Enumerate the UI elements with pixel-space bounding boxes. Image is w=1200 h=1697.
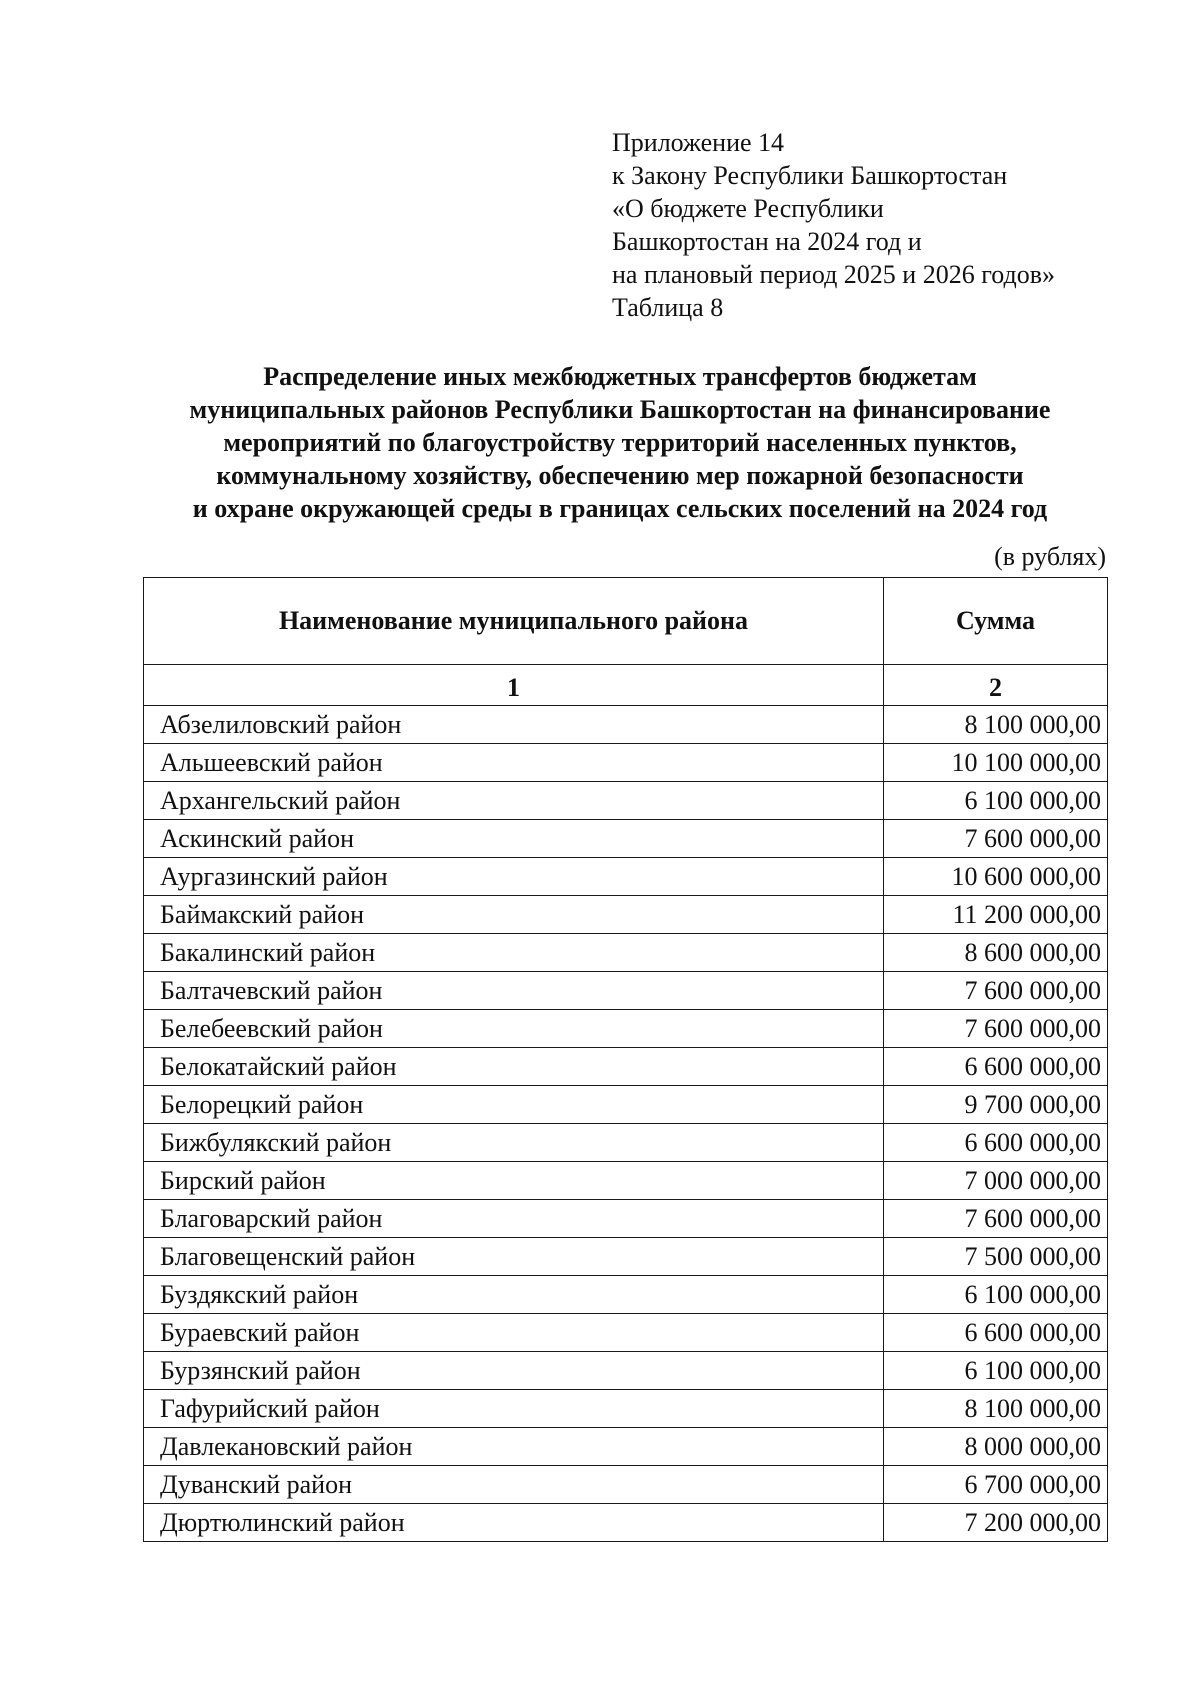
title-line: коммунальному хозяйству, обеспечению мер пожарной безопасности [216, 461, 1024, 490]
sum-cell: 6 600 000,00 [884, 1314, 1108, 1352]
district-name-cell: Белокатайский район [144, 1048, 884, 1086]
appendix-line: Башкортостан на 2024 год и [612, 227, 922, 256]
appendix-line: на плановый период 2025 и 2026 годов» [612, 260, 1055, 289]
column-number-1: 1 [144, 665, 884, 706]
title-line: Распределение иных межбюджетных трансфертов бюджетам [263, 362, 977, 391]
district-name-cell: Балтачевский район [144, 972, 884, 1010]
table-row [144, 1504, 1108, 1542]
district-name-cell: Бирский район [144, 1162, 884, 1200]
sum-cell: 7 600 000,00 [884, 1200, 1108, 1238]
table-row [144, 858, 1108, 896]
district-name-cell: Аургазинский район [144, 858, 884, 896]
distribution-table-wrapper [143, 577, 1107, 1542]
table-row [144, 896, 1108, 934]
sum-cell: 6 600 000,00 [884, 1124, 1108, 1162]
district-name-cell: Гафурийский район [144, 1390, 884, 1428]
district-name-cell: Благовещенский район [144, 1238, 884, 1276]
table-row [144, 972, 1108, 1010]
sum-cell: 6 100 000,00 [884, 1276, 1108, 1314]
sum-cell: 9 700 000,00 [884, 1086, 1108, 1124]
table-row [144, 744, 1108, 782]
table-body [144, 706, 1108, 1542]
sum-cell: 6 700 000,00 [884, 1466, 1108, 1504]
sum-cell: 10 100 000,00 [884, 744, 1108, 782]
table-row [144, 706, 1108, 744]
sum-cell: 10 600 000,00 [884, 858, 1108, 896]
district-name-cell: Благоварский район [144, 1200, 884, 1238]
table-header-row [144, 578, 1108, 665]
header-district-name: Наименование муниципального района [144, 578, 884, 665]
sum-cell: 8 600 000,00 [884, 934, 1108, 972]
district-name-cell: Архангельский район [144, 782, 884, 820]
appendix-line: к Закону Республики Башкортостан [612, 161, 1008, 190]
district-name-cell: Бижбулякский район [144, 1124, 884, 1162]
table-row [144, 1200, 1108, 1238]
district-name-cell: Бураевский район [144, 1314, 884, 1352]
sum-cell: 8 100 000,00 [884, 1390, 1108, 1428]
title-line: муниципальных районов Республики Башкортостан на финансирование [189, 395, 1051, 424]
sum-cell: 7 500 000,00 [884, 1238, 1108, 1276]
table-row [144, 1238, 1108, 1276]
sum-cell: 7 200 000,00 [884, 1504, 1108, 1542]
sum-cell: 8 000 000,00 [884, 1428, 1108, 1466]
title-line: мероприятий по благоустройству территорий населенных пунктов, [223, 428, 1017, 457]
table-row [144, 934, 1108, 972]
column-number-row [144, 665, 1108, 706]
sum-cell: 11 200 000,00 [884, 896, 1108, 934]
sum-cell: 8 100 000,00 [884, 706, 1108, 744]
district-name-cell: Белебеевский район [144, 1010, 884, 1048]
table-row [144, 820, 1108, 858]
sum-cell: 7 600 000,00 [884, 1010, 1108, 1048]
table-row [144, 1086, 1108, 1124]
title-line: и охране окружающей среды в границах сельских поселений на 2024 год [192, 494, 1048, 523]
table-row [144, 1390, 1108, 1428]
table-row [144, 1276, 1108, 1314]
table-row [144, 1048, 1108, 1086]
sum-cell: 6 600 000,00 [884, 1048, 1108, 1086]
sum-cell: 7 600 000,00 [884, 820, 1108, 858]
district-name-cell: Давлекановский район [144, 1428, 884, 1466]
district-name-cell: Буздякский район [144, 1276, 884, 1314]
table-row [144, 1010, 1108, 1048]
table-row [144, 1314, 1108, 1352]
sum-cell: 7 600 000,00 [884, 972, 1108, 1010]
district-name-cell: Дуванский район [144, 1466, 884, 1504]
appendix-line: «О бюджете Республики [612, 194, 884, 223]
column-number-2: 2 [884, 665, 1108, 706]
header-sum: Сумма [884, 578, 1108, 665]
district-name-cell: Баймакский район [144, 896, 884, 934]
sum-cell: 6 100 000,00 [884, 782, 1108, 820]
district-name-cell: Альшеевский район [144, 744, 884, 782]
table-row [144, 1466, 1108, 1504]
table-row [144, 782, 1108, 820]
appendix-line: Таблица 8 [612, 293, 724, 322]
units-note: (в рублях) [994, 542, 1106, 571]
table-row [144, 1428, 1108, 1466]
district-name-cell: Дюртюлинский район [144, 1504, 884, 1542]
distribution-table [143, 577, 1108, 1542]
table-row [144, 1352, 1108, 1390]
appendix-line: Приложение 14 [612, 128, 785, 157]
table-row [144, 1162, 1108, 1200]
district-name-cell: Белорецкий район [144, 1086, 884, 1124]
sum-cell: 6 100 000,00 [884, 1352, 1108, 1390]
district-name-cell: Аскинский район [144, 820, 884, 858]
district-name-cell: Абзелиловский район [144, 706, 884, 744]
district-name-cell: Бакалинский район [144, 934, 884, 972]
table-row [144, 1124, 1108, 1162]
sum-cell: 7 000 000,00 [884, 1162, 1108, 1200]
appendix-block [612, 126, 1132, 324]
document-title [120, 360, 1120, 525]
district-name-cell: Бурзянский район [144, 1352, 884, 1390]
